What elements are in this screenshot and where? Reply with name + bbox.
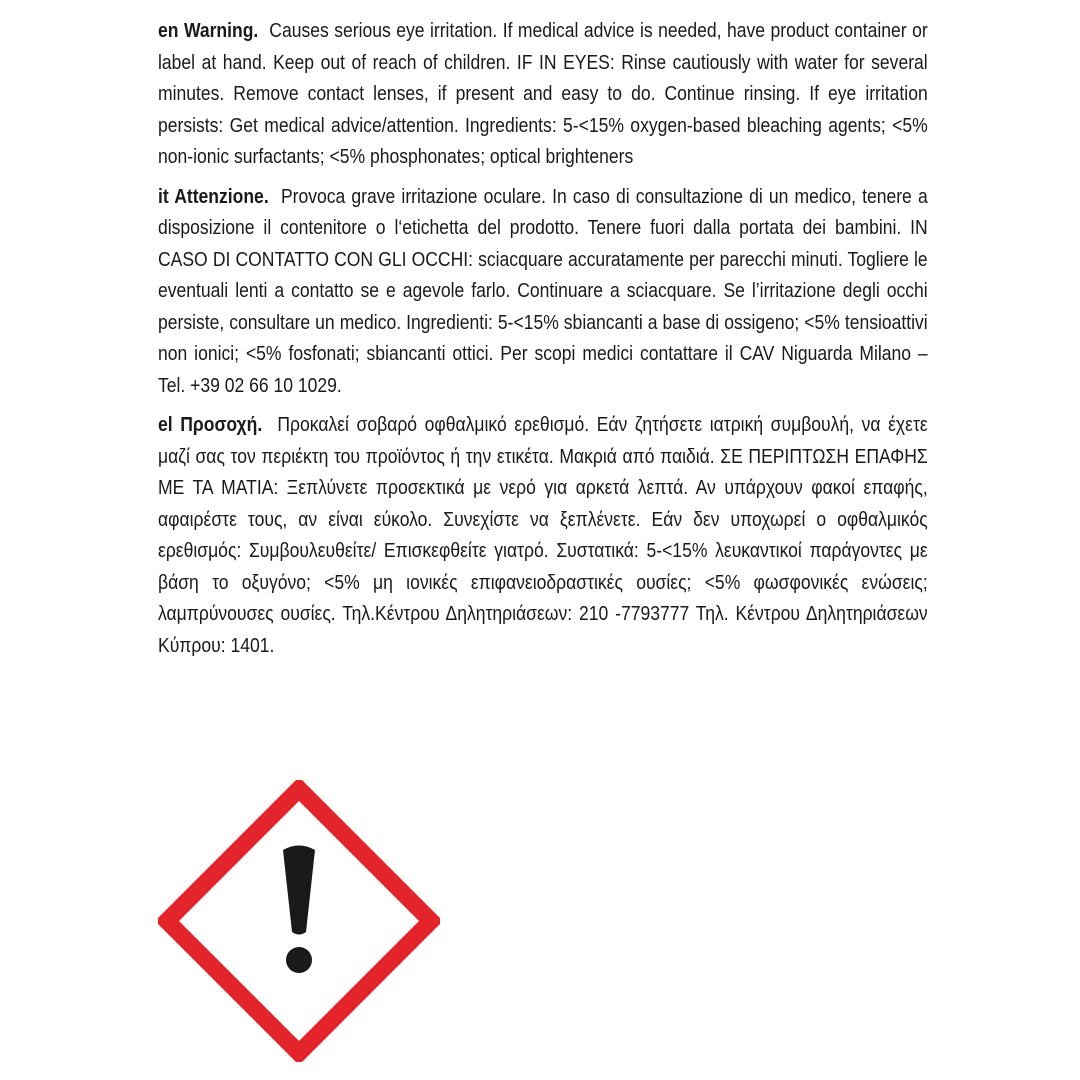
ghs-exclamation-mark-icon — [158, 780, 440, 1062]
warning-body-en: Causes serious eye irritation. If medical advice is needed, have product container or label at hand. Keep out of reach of children. IF IN EYES: Rinse cautiously with water for several minutes. Remove contact lenses, if present and easy to do. Continue rinsing. If eye irritation persists: Get medical advice/attention. Ingredients: 5-<15% oxygen-based bleaching agents; <5% non-ionic surfactants; <5% phosphonates; optical brighteners — [158, 20, 928, 168]
warning-block-en — [158, 16, 928, 174]
warning-body-it: Provoca grave irritazione oculare. In caso di consultazione di un medico, tenere a disposizione il contenitore o l‘etichetta del prodotto. Tenere fuori dalla portata dei bambini. IN CASO DI CONTATTO CON GLI OCCHI: sciacquare accuratamente per parecchi minuti. Togliere le eventuali lenti a contatto se e agevole farlo. Continuare a sciacquare. Se l’irritazione degli occhi persiste, consultare un medico. Ingredienti: 5-<15% sbiancanti a base di ossigeno; <5% tensioattivi non ionici; <5% fosfonati; sbiancanti ottici. Per scopi medici contattare il CAV Niguarda Milano – Tel. +39 02 66 10 1029. — [158, 185, 928, 397]
hazard-label-text — [158, 16, 928, 670]
warning-block-it — [158, 182, 928, 403]
warning-heading-el: el Προσοχή. — [158, 414, 263, 436]
warning-block-el — [158, 410, 928, 662]
warning-body-el: Προκαλεί σοβαρό οφθαλμικό ερεθισμό. Εάν ζητήσετε ιατρική συμβουλή, να έχετε μαζί σας τον περιέκτη του προϊόντος ή την ετικέτα. Μακριά από παιδιά. ΣΕ ΠΕΡΙΠΤΩΣΗ ΕΠΑΦΗΣ ΜΕ ΤΑ ΜΑΤΙΑ: Ξεπλύνετε προσεκτικά με νερό για αρκετά λεπτά. Αν υπάρχουν φακοί επαφής, αφαιρέστε τους, αν είναι εύκολο. Συνεχίστε να ξεπλένετε. Εάν δεν υποχωρεί ο οφθαλμικός ερεθισμός: Συμβουλευθείτε/ Επισκεφθείτε γιατρό. Συστατικά: 5-<15% λευκαντικοί παράγοντες με βάση το οξυγόνο; <5% μη ιονικές επιφανειοδραστικές ουσίες; <5% φωσφονικές ενώσεις; λαμπρύνουσες ουσίες. Τηλ.Κέντρου Δηλητηριάσεων: 210 -7793777 Τηλ. Κέντρου Δηλητηριάσεων Κύπρου: 1401. — [158, 414, 928, 657]
warning-heading-en: en Warning. — [158, 20, 259, 42]
warning-heading-it: it Attenzione. — [158, 185, 269, 208]
exclamation-dot — [286, 947, 312, 973]
